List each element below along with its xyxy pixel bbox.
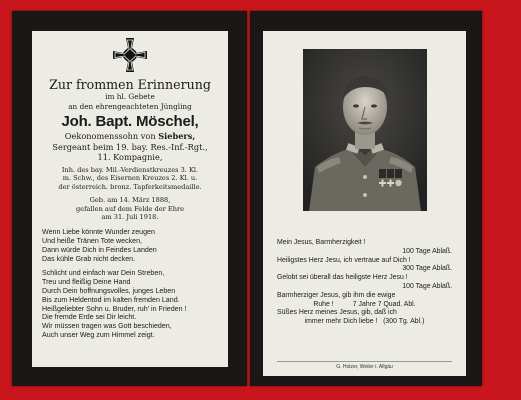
poem-line: Schlicht und einfach war Dein Streben, [42,268,165,277]
honors-line: der österreich. bronz. Tapferkeitsmedaille. [58,183,202,192]
company-line: 11. Kompagnie, [97,152,163,162]
occupation-place: Siebers, [158,131,196,141]
prayer-line: Mein Jesus, Barmherzigkeit ! [277,239,366,246]
birth-date: Geb. am 14. März 1888, [89,195,171,204]
rank-line: Sergeant beim 19. bay. Res.-Inf.-Rgt., [52,141,208,152]
poem-line: Und heiße Tränen Tote wecken, [42,237,143,246]
poem-line: Heißgeliebter Sohn u. Bruder, ruh' in Frieden ! [42,304,187,313]
occupation-prefix: Oekonomenssohn von [64,131,159,141]
deceased-name: Joh. Bapt. Möschel, [61,113,199,130]
honors-line: m. Schw., des Eisernen Kreuzes 2. Kl. u. [62,174,198,183]
indulgence-line: 100 Tage Ablaß. [402,282,452,290]
poem-line: Auch unser Weg zum Himmel zeigt. [42,331,155,340]
prayer-line: Barmherziger Jesus, gib ihm die ewige [277,291,396,299]
prayer-list [263,239,466,327]
prayer-line: Gelobt sei überall das heiligste Herz Jesu ! [277,274,408,282]
poem-line: Das kühle Grab nicht decken. [42,255,136,263]
poem-line: Wenn Liebe könnte Wunder zeugen [42,228,155,237]
fallen-date: am 31. Juli 1918. [101,213,159,222]
line-honored: an den ehrengeachteten Jüngling [68,102,192,111]
occupation [32,131,228,142]
card-back-panel [263,31,466,376]
prayer-line: immer mehr Dich liebe ! (300 Tg. Abl.) [304,318,425,326]
indulgence-line: 100 Tage Ablaß. [402,247,452,255]
prayer-line: Süßes Herz meines Jesus, gib, daß ich [277,309,397,317]
portrait-image [303,49,427,211]
honors-line: Inh. des bay. Mil.-Verdienstkreuzes 3. Kl. [61,165,199,174]
memorial-poem [32,228,228,340]
memorial-card-front [12,11,247,386]
card-front-panel [32,31,228,367]
indulgence-line: 300 Tage Ablaß. [402,265,452,273]
poem-line: Bis zum Heldentod im kalten fremden Land. [42,295,180,304]
line-prayers: im hl. Gebete [105,92,155,101]
prayer-line: Ruhe ! 7 Jahre 7 Quad. Abl. [313,300,416,308]
printer-imprint: G. Holzer, Weiler i. Allgäu [336,364,393,370]
poem-line: Die fremde Erde sei Dir leicht. [42,313,137,322]
poem-line: Treu und fleißig Deine Hand [42,277,131,286]
poem-line: Dann würde Dich in Feindes Landen [42,246,157,255]
fallen-line: gefallen auf dem Felde der Ehre [75,204,185,213]
poem-line: Durch Dein hoffnungsvolles, junges Leben [42,286,176,295]
memorial-card-back [250,11,482,386]
prayer-line: Heiligstes Herz Jesu, ich vertraue auf Dich ! [277,256,411,264]
soldier-portrait [303,49,427,211]
divider [277,361,452,362]
iron-cross-icon [110,35,150,75]
heading: Zur frommen Erinnerung [49,77,211,92]
poem-line: Wir müssen tragen was Gott beschieden, [42,322,172,331]
